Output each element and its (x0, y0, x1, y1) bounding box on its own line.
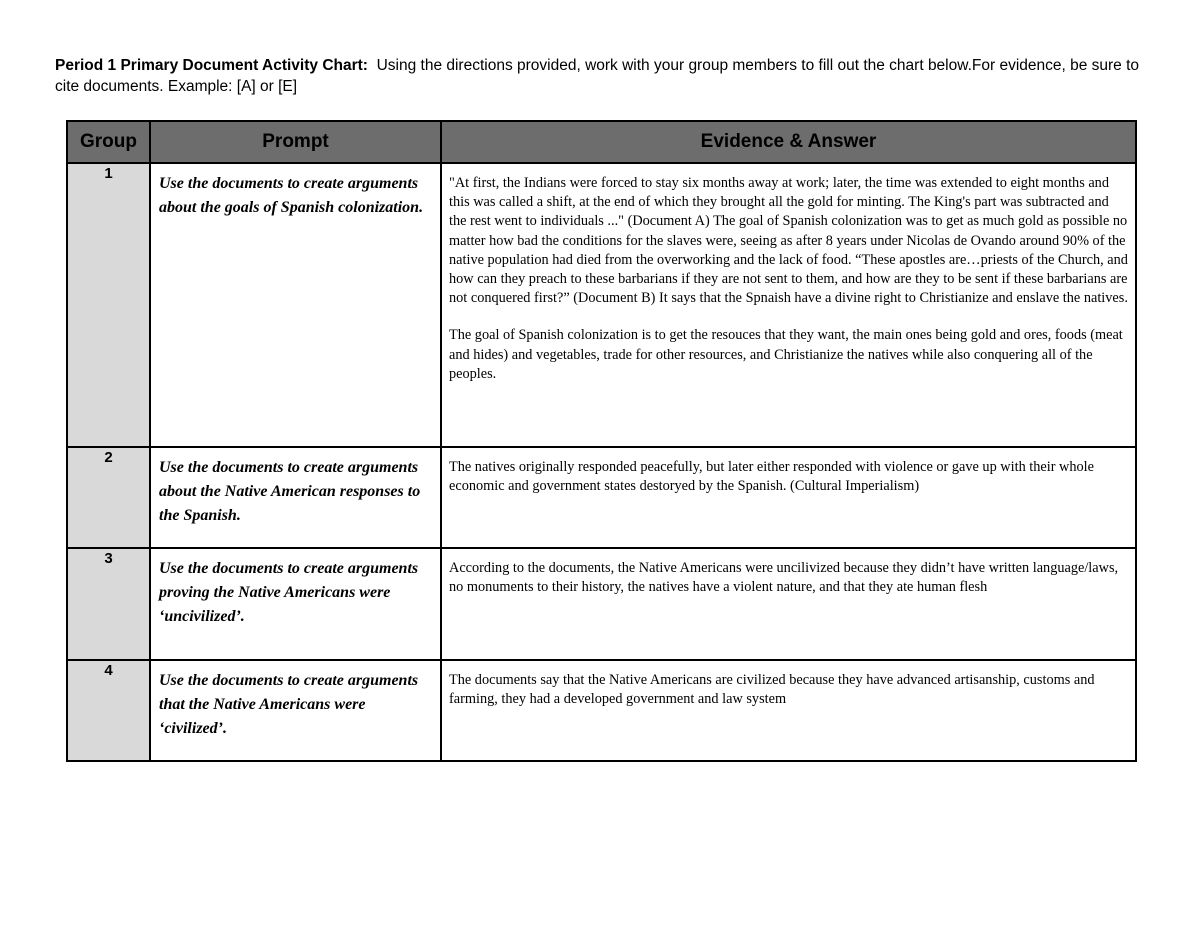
evidence-answer (441, 660, 1136, 761)
group-number: 3 (67, 548, 150, 660)
header-evidence-answer: Evidence & Answer (441, 121, 1136, 163)
header-row (67, 121, 1136, 163)
header-group: Group (67, 121, 150, 163)
answer-paragraph: The documents say that the Native Americans are civilized because they have advanced artisanship, customs and farming, they had a developed government and law system (449, 672, 1095, 708)
prompt-text: Use the documents to create arguments about the goals of Spanish colonization. (150, 163, 441, 447)
table-row (67, 163, 1136, 447)
intro-title: Period 1 Primary Document Activity Chart: (55, 57, 368, 74)
evidence-answer (441, 548, 1136, 660)
answer-paragraph: According to the documents, the Native Americans were uncilivized because they didn’t have written language/laws, no monuments to their history, the natives have a violent nature, and that they ate human flesh (449, 560, 1119, 596)
prompt-text: Use the documents to create arguments that the Native Americans were ‘civilized’. (150, 660, 441, 761)
group-number: 4 (67, 660, 150, 761)
prompt-text: Use the documents to create arguments about the Native American responses to the Spanish. (150, 447, 441, 548)
group-number: 2 (67, 447, 150, 548)
intro-paragraph (55, 55, 1155, 97)
answer-paragraph: The natives originally responded peacefully, but later either responded with violence or gave up with their whole economic and government states destoryed by the Spanish. (Cultural Imperialism) (449, 459, 1095, 495)
header-prompt: Prompt (150, 121, 441, 163)
evidence-answer (441, 447, 1136, 548)
intro-directions: Using the directions provided, work with your group members to fill out the chart below.For evidence, be sure to cite documents. Example: [A] or [E] (55, 57, 1140, 95)
answer-paragraph: The goal of Spanish colonization is to get the resouces that they want, the main ones being gold and ores, foods (meat and hides) and vegetables, trade for other resources, and Christianize the natives while also conquering all of the peoples. (449, 327, 1123, 382)
activity-chart-table (66, 120, 1137, 762)
table-row (67, 447, 1136, 548)
group-number: 1 (67, 163, 150, 447)
evidence-answer (441, 163, 1136, 447)
table-row (67, 548, 1136, 660)
table-row (67, 660, 1136, 761)
answer-paragraph: "At first, the Indians were forced to stay six months away at work; later, the time was extended to eight months and this was called a shift, at the end of which they brought all the gold for minting. The King's part was subtracted and the rest went to individuals ..." (Document A) The goal of Spanish colonization was to get as much gold as possible no matter how bad the conditions for the slaves were, seeing as after 8 years under Nicolas de Ovando around 90% of the native population had died from the overworking and the lack of food. “These apostles are…priests of the Church, and how can they preach to these barbarians if they are not sent to them, and how are they to be sent if these barbarians are not conquered first?” (Document B) It says that the Spnaish have a divine right to Christianize and enslave the natives. (449, 175, 1128, 307)
prompt-text: Use the documents to create arguments proving the Native Americans were ‘uncivilized’. (150, 548, 441, 660)
